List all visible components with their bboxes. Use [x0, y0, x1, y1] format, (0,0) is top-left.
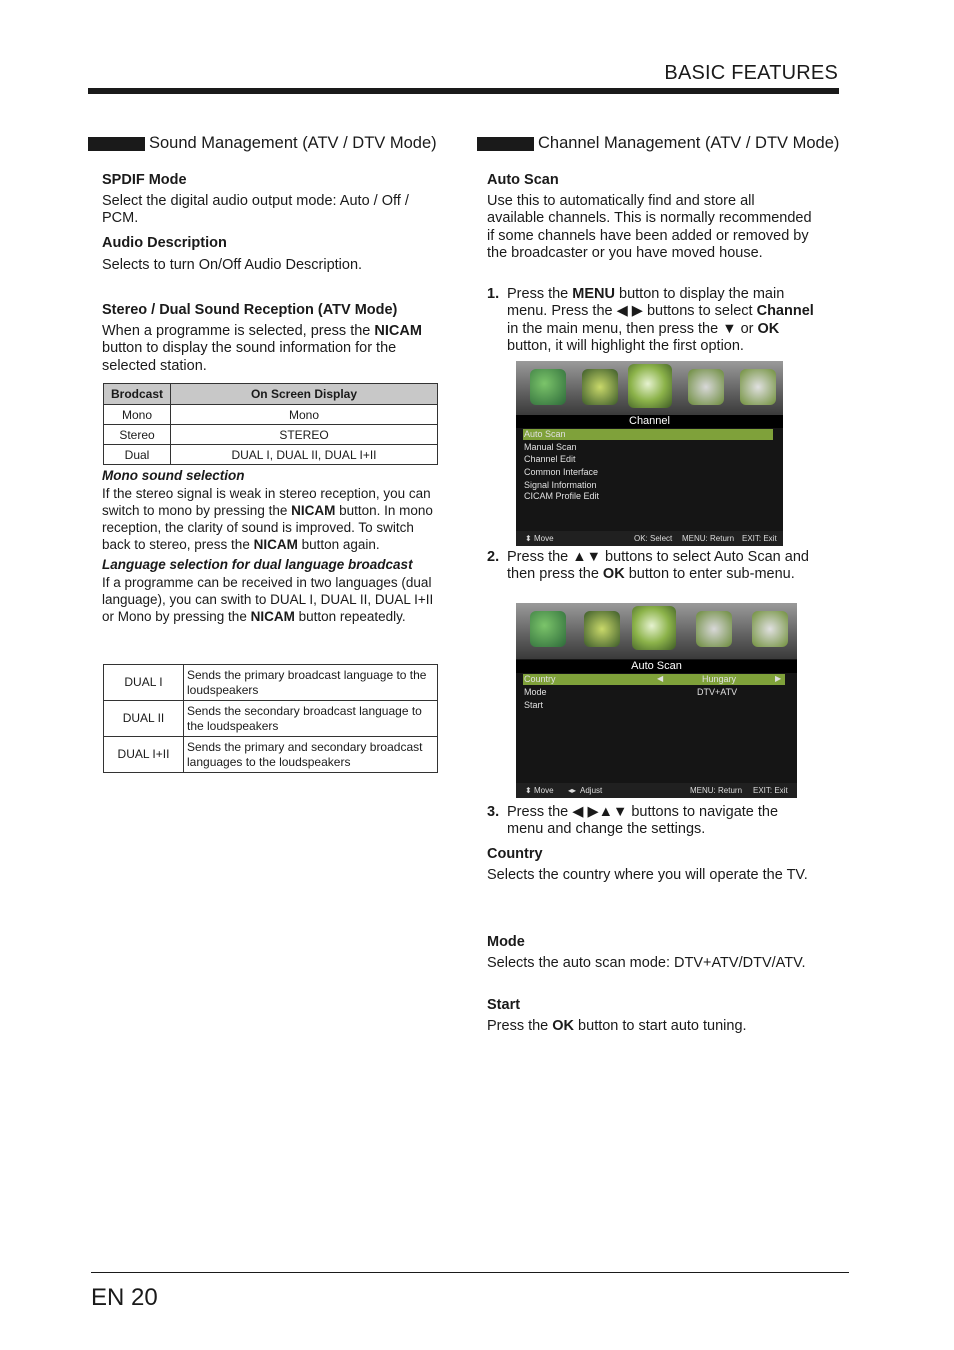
leftright-icon: ◂▸ [568, 786, 577, 795]
auto-scan-text: Use this to automatically find and store all available channels. This is normally recommended if some channels have been added or removed by the broadcaster or you have moved house. [487, 193, 812, 261]
table-cell: Sends the primary and secondary broadcast languages to the loudspeakers [184, 737, 438, 773]
stereo-title: Stereo / Dual Sound Reception (ATV Mode) [102, 302, 398, 318]
menu-item-mode[interactable]: Mode [524, 687, 547, 697]
step3-text: Press the ◀ ▶▲▼ buttons to navigate the menu and change the settings. [507, 804, 779, 838]
sound-icon[interactable] [584, 611, 620, 647]
updown-icon: ⬍ [525, 534, 532, 543]
table-row [104, 737, 438, 773]
section-marker [477, 137, 534, 151]
lock-icon[interactable] [696, 611, 732, 647]
section-title: Sound Management (ATV / DTV Mode) [149, 134, 437, 152]
step-number: 1. [487, 286, 500, 302]
menu-item-manual-scan[interactable]: Manual Scan [524, 442, 577, 452]
step2-text: Press the ▲▼ buttons to select Auto Scan and then press the OK button to enter sub-menu. [507, 549, 809, 583]
table-row [104, 405, 438, 425]
menu-item-common-interface[interactable]: Common Interface [524, 467, 599, 477]
updown-icon: ⬍ [525, 786, 532, 795]
step1-text: Press the MENU button to display the main menu. Press the ◀ ▶ buttons to select Channel in the main menu, then press the ▼ or OK button, it will highlight the first option. [507, 286, 814, 354]
table-row [104, 665, 438, 701]
menu-item-start[interactable]: Start [524, 700, 544, 710]
footer-exit: EXIT: Exit [742, 534, 777, 543]
channel-icon[interactable] [628, 364, 672, 408]
menu-item-channel-edit[interactable]: Channel Edit [524, 454, 576, 464]
table-header: Brodcast [104, 384, 171, 405]
table-row [104, 425, 438, 445]
menu-item-auto-scan[interactable]: Auto Scan [524, 429, 566, 439]
channel-icon[interactable] [632, 606, 676, 650]
start-title: Start [487, 997, 521, 1013]
mode-text: Selects the auto scan mode: DTV+ATV/DTV/ATV. [487, 955, 806, 971]
picture-icon[interactable] [530, 611, 566, 647]
table-header: On Screen Display [171, 384, 438, 405]
section-title: Channel Management (ATV / DTV Mode) [538, 134, 840, 152]
table-cell: DUAL I [104, 665, 184, 701]
chevron-right-icon[interactable]: ▶ [775, 674, 782, 683]
table-cell: Dual [104, 445, 171, 465]
menu-highlight [523, 674, 785, 685]
table-row [104, 445, 438, 465]
lang-text: If a programme can be received in two languages (dual language), you can swith to DUAL I, DUAL II, DUAL I+II or Mono by pressing the NICAM button repeatedly. [102, 575, 434, 624]
osd-title: Channel [516, 415, 783, 428]
step-number: 2. [487, 549, 500, 565]
table-cell: DUAL II [104, 701, 184, 737]
menu-icon-bar [516, 361, 783, 415]
start-text: Press the OK button to start auto tuning. [487, 1018, 747, 1034]
menu-icon-bar [516, 603, 797, 659]
auto-scan-title: Auto Scan [487, 172, 559, 188]
osd-channel-menu [516, 361, 783, 546]
stereo-text: When a programme is selected, press the NICAM button to display the sound information for the selected station. [102, 323, 422, 374]
footer-move: Move [534, 786, 554, 795]
mono-title: Mono sound selection [102, 468, 245, 483]
broadcast-table [103, 383, 438, 465]
gear-icon[interactable] [740, 369, 776, 405]
spdif-title: SPDIF Mode [102, 172, 187, 188]
table-cell: DUAL I, DUAL II, DUAL I+II [171, 445, 438, 465]
menu-item-country[interactable]: Country [524, 674, 556, 684]
audio-desc-text: Selects to turn On/Off Audio Description. [102, 257, 363, 273]
mode-title: Mode [487, 934, 525, 950]
footer-move: Move [534, 534, 554, 543]
audio-desc-title: Audio Description [102, 235, 227, 251]
table-row [104, 701, 438, 737]
country-title: Country [487, 846, 543, 862]
country-value: Hungary [702, 674, 737, 684]
header-rule [88, 88, 839, 94]
page-header-title: BASIC FEATURES [664, 62, 838, 84]
footer-menu: MENU: Return [690, 786, 743, 795]
mono-text: If the stereo signal is weak in stereo reception, you can switch to mono by pressing the NICAM button. In mono reception, the clarity of sound is improved. To switch back to stereo, press the NICAM button again. [102, 486, 433, 552]
table-cell: Stereo [104, 425, 171, 445]
footer-ok: OK: Select [634, 534, 673, 543]
table-cell: Sends the primary broadcast language to the loudspeakers [184, 665, 438, 701]
sound-icon[interactable] [582, 369, 618, 405]
footer-rule [91, 1272, 849, 1273]
picture-icon[interactable] [530, 369, 566, 405]
table-cell: Sends the secondary broadcast language to the loudspeakers [184, 701, 438, 737]
table-cell: DUAL I+II [104, 737, 184, 773]
table-cell: STEREO [171, 425, 438, 445]
osd-title: Auto Scan [516, 660, 797, 673]
osd-footer [516, 783, 797, 798]
lang-title: Language selection for dual language broadcast [102, 557, 413, 572]
table-cell: Mono [171, 405, 438, 425]
gear-icon[interactable] [752, 611, 788, 647]
page-number: EN 20 [91, 1284, 158, 1311]
menu-item-signal-information[interactable]: Signal Information [524, 480, 597, 490]
step-number: 3. [487, 804, 500, 820]
footer-adjust: Adjust [580, 786, 603, 795]
footer-menu: MENU: Return [682, 534, 735, 543]
spdif-text: Select the digital audio output mode: Auto / Off / PCM. [102, 193, 409, 227]
section-heading-sound [88, 134, 437, 153]
section-marker [88, 137, 145, 151]
lock-icon[interactable] [688, 369, 724, 405]
table-cell: Mono [104, 405, 171, 425]
chevron-left-icon[interactable]: ◀ [657, 674, 664, 683]
country-text: Selects the country where you will operate the TV. [487, 867, 808, 883]
menu-item-cicam-profile-edit[interactable]: CICAM Profile Edit [524, 491, 600, 501]
osd-footer [516, 531, 783, 546]
section-heading-channel [477, 134, 839, 153]
osd-auto-scan-menu [516, 603, 797, 798]
dual-language-table [103, 664, 438, 773]
mode-value: DTV+ATV [697, 687, 738, 697]
footer-exit: EXIT: Exit [753, 786, 788, 795]
